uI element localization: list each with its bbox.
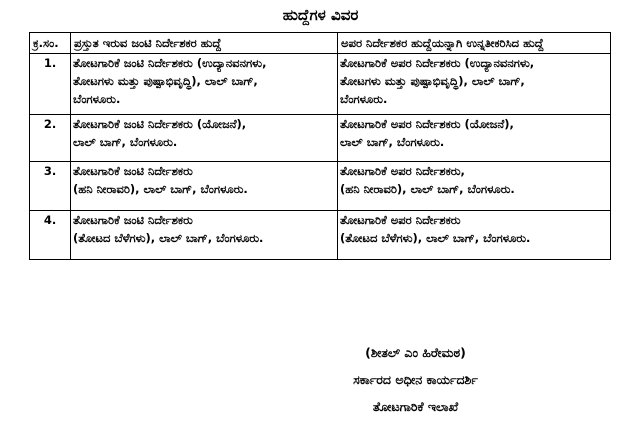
cell-line: ತೋಟಗಳು ಮತ್ತು ಪುಷ್ಪಾಭಿವೃದ್ಧಿ), ಲಾಲ್ ಬಾಗ್, <box>73 74 258 88</box>
signatory-designation: ಸರ್ಕಾರದ ಅಧೀನ ಕಾರ್ಯದರ್ಶಿ <box>353 372 478 387</box>
cell-line: ಲಾಲ್ ಬಾಗ್, ಬೆಂಗಳೂರು. <box>73 135 178 149</box>
table-row <box>30 162 611 211</box>
cell-line: (ತೋಟದ ಬೆಳೆಗಳು), ಲಾಲ್ ಬಾಗ್, ಬೆಂಗಳೂರು. <box>73 231 264 245</box>
row-serial: 3. <box>30 162 71 211</box>
signatory-department: ತೋಟಗಾರಿಕೆ ಇಲಾಖೆ <box>372 399 459 414</box>
cell-line: ತೋಟಗಾರಿಕೆ ಅಪರ ನಿರ್ದೇಶಕರು (ಉದ್ಯಾನವನಗಳು, <box>340 56 535 70</box>
upgraded-post-cell <box>338 115 611 162</box>
cell-line: ತೋಟಗಾರಿಕೆ ಜಂಟಿ ನಿರ್ದೇಶಕರು <box>73 164 193 178</box>
header-upgraded-post: ಅಪರ ನಿರ್ದೇಶಕರ ಹುದ್ದೆಯನ್ನಾಗಿ ಉನ್ನತೀಕರಿಸಿದ ಹುದ್ದೆ <box>338 33 611 54</box>
cell-line: ಲಾಲ್ ಬಾಗ್, ಬೆಂಗಳೂರು. <box>340 135 445 149</box>
row-serial: 2. <box>30 115 71 162</box>
cell-line: ತೋಟಗಾರಿಕೆ ಅಪರ ನಿರ್ದೇಶಕರು <box>340 213 461 227</box>
signatory-name: (ಶೀತಲ್ ಎಂ ಹಿರೇಮಠ) <box>365 345 466 360</box>
table-row <box>30 115 611 162</box>
current-post-cell <box>71 162 338 211</box>
cell-line: (ಹನಿ ನೀರಾವರಿ), ಲಾಲ್ ಬಾಗ್, ಬೆಂಗಳೂರು. <box>340 182 515 196</box>
posts-table <box>29 32 611 260</box>
upgraded-post-cell <box>338 162 611 211</box>
cell-line: ತೋಟಗಾರಿಕೆ ಅಪರ ನಿರ್ದೇಶಕರು, <box>340 164 465 178</box>
upgraded-post-cell <box>338 211 611 260</box>
current-post-cell <box>71 211 338 260</box>
cell-line: ತೋಟಗಾರಿಕೆ ಜಂಟಿ ನಿರ್ದೇಶಕರು <box>73 213 193 227</box>
table-header-row <box>30 33 611 54</box>
cell-line: ತೋಟಗಾರಿಕೆ ಜಂಟಿ ನಿರ್ದೇಶಕರು (ಉದ್ಯಾನವನಗಳು, <box>73 56 267 70</box>
cell-line: ತೋಟಗಾರಿಕೆ ಜಂಟಿ ನಿರ್ದೇಶಕರು (ಯೋಜನೆ), <box>73 117 247 131</box>
table-row <box>30 54 611 115</box>
header-serial: ಕ್ರ.ಸಂ. <box>30 33 71 54</box>
upgraded-post-cell <box>338 54 611 115</box>
cell-line: ತೋಟಗಾರಿಕೆ ಅಪರ ನಿರ್ದೇಶಕರು (ಯೋಜನೆ), <box>340 117 514 131</box>
row-serial: 4. <box>30 211 71 260</box>
cell-line: (ಹನಿ ನೀರಾವರಿ), ಲಾಲ್ ಬಾಗ್, ಬೆಂಗಳೂರು. <box>73 182 248 196</box>
table-row <box>30 211 611 260</box>
cell-line: ಬೆಂಗಳೂರು. <box>73 92 121 106</box>
header-current-post: ಪ್ರಸ್ತುತ ಇರುವ ಜಂಟಿ ನಿರ್ದೇಶಕರ ಹುದ್ದೆ <box>71 33 338 54</box>
row-serial: 1. <box>30 54 71 115</box>
cell-line: ತೋಟಗಳು ಮತ್ತು ಪುಷ್ಪಾಭಿವೃದ್ಧಿ), ಲಾಲ್ ಬಾಗ್, <box>340 74 525 88</box>
cell-line: ಬೆಂಗಳೂರು. <box>340 92 388 106</box>
current-post-cell <box>71 115 338 162</box>
cell-line: (ತೋಟದ ಬೆಳೆಗಳು), ಲಾಲ್ ಬಾಗ್, ಬೆಂಗಳೂರು. <box>340 231 531 245</box>
document-title: ಹುದ್ದೆಗಳ ವಿವರ <box>282 6 359 24</box>
current-post-cell <box>71 54 338 115</box>
